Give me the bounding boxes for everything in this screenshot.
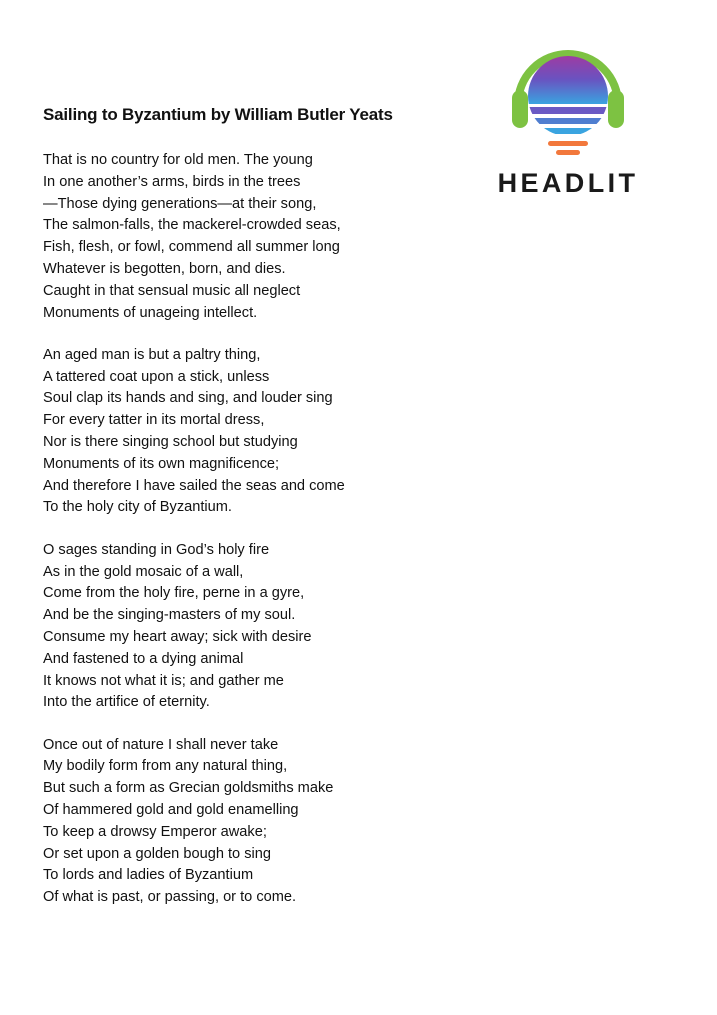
poem-line: To the holy city of Byzantium.	[43, 499, 232, 516]
poem-line: —Those dying generations—at their song,	[43, 195, 317, 212]
poem-line: It knows not what it is; and gather me	[43, 672, 284, 689]
stanza-1	[43, 150, 463, 324]
poem-line: Once out of nature I shall never take	[43, 736, 279, 753]
poem-line: Of hammered gold and gold enamelling	[43, 802, 299, 819]
poem-line: Nor is there singing school but studying	[43, 434, 298, 451]
poem-line: Monuments of unageing intellect.	[43, 304, 258, 321]
poem-line: Monuments of its own magnificence;	[43, 455, 280, 472]
poem-line: Or set upon a golden bough to sing	[43, 845, 271, 862]
poem-line: To lords and ladies of Byzantium	[43, 867, 254, 884]
poem-line: The salmon-falls, the mackerel-crowded seas,	[43, 217, 341, 234]
poem-line: And fastened to a dying animal	[43, 650, 244, 667]
poem-line: But such a form as Grecian goldsmiths make	[43, 780, 334, 797]
page-title: Sailing to Byzantium by William Butler Yeats	[43, 105, 393, 124]
poem-line: Come from the holy fire, perne in a gyre,	[43, 585, 305, 602]
poem-line: Soul clap its hands and sing, and louder sing	[43, 390, 333, 407]
poem-line: That is no country for old men. The young	[43, 152, 313, 168]
poem-line: And be the singing-masters of my soul.	[43, 607, 296, 624]
stanza-3	[43, 540, 463, 714]
logo-wordmark: HEADLIT	[497, 168, 639, 198]
poem-line: As in the gold mosaic of a wall,	[43, 563, 244, 580]
poem-line: Whatever is begotten, born, and dies.	[43, 260, 286, 277]
poem-line: Into the artifice of eternity.	[43, 694, 210, 711]
headphones-sunset-icon	[510, 44, 626, 158]
poem-line: For every tatter in its mortal dress,	[43, 412, 265, 429]
poem-line: A tattered coat upon a stick, unless	[43, 368, 270, 385]
poem-line: Caught in that sensual music all neglect	[43, 282, 301, 299]
poem-line: Fish, flesh, or fowl, commend all summer long	[43, 239, 340, 256]
poem-line: Of what is past, or passing, or to come.	[43, 889, 297, 906]
poem-line: My bodily form from any natural thing,	[43, 758, 288, 775]
poem-line: To keep a drowsy Emperor awake;	[43, 823, 267, 840]
poem-line: An aged man is but a paltry thing,	[43, 346, 261, 363]
poem-line: And therefore I have sailed the seas and come	[43, 477, 345, 494]
stanza-4	[43, 735, 463, 909]
poem-line: Consume my heart away; sick with desire	[43, 628, 312, 645]
poem-body	[43, 150, 463, 930]
stanza-2	[43, 345, 463, 519]
poem-line: In one another’s arms, birds in the trees	[43, 173, 301, 190]
headlit-logo	[470, 44, 666, 200]
poem-line: O sages standing in God’s holy fire	[43, 541, 270, 558]
